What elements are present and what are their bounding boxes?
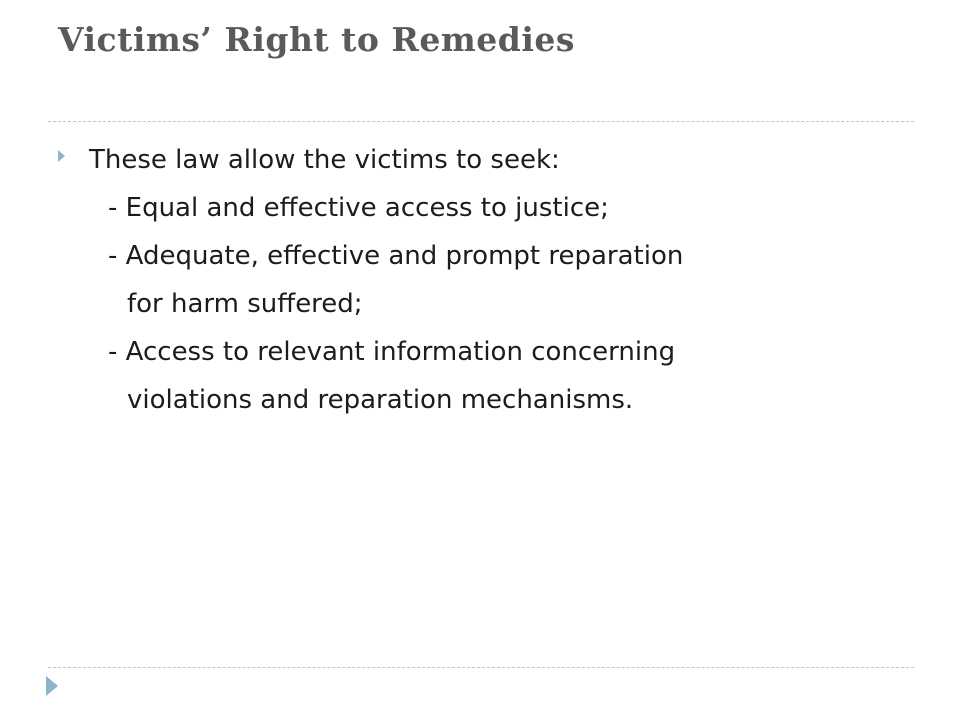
sub-line-information: - Access to relevant information concerning (108, 337, 676, 367)
triangle-arrow-icon (46, 676, 58, 696)
top-divider (48, 121, 914, 122)
bullet-text-block (89, 136, 683, 424)
sub-line-reparation: - Adequate, effective and prompt reparation (108, 241, 684, 271)
bottom-divider (48, 667, 914, 668)
bullet-intro: These law allow the victims to seek: (89, 145, 560, 175)
sub-line-reparation-cont: for harm suffered; (127, 289, 363, 319)
slide-title: Victims’ Right to Remedies (58, 20, 575, 59)
slide-body (52, 136, 912, 424)
bullet-item (52, 136, 912, 424)
sub-line-equal-access: - Equal and effective access to justice; (108, 193, 609, 223)
triangle-bullet-icon (58, 150, 65, 162)
sub-line-information-cont: violations and reparation mechanisms. (127, 385, 634, 415)
